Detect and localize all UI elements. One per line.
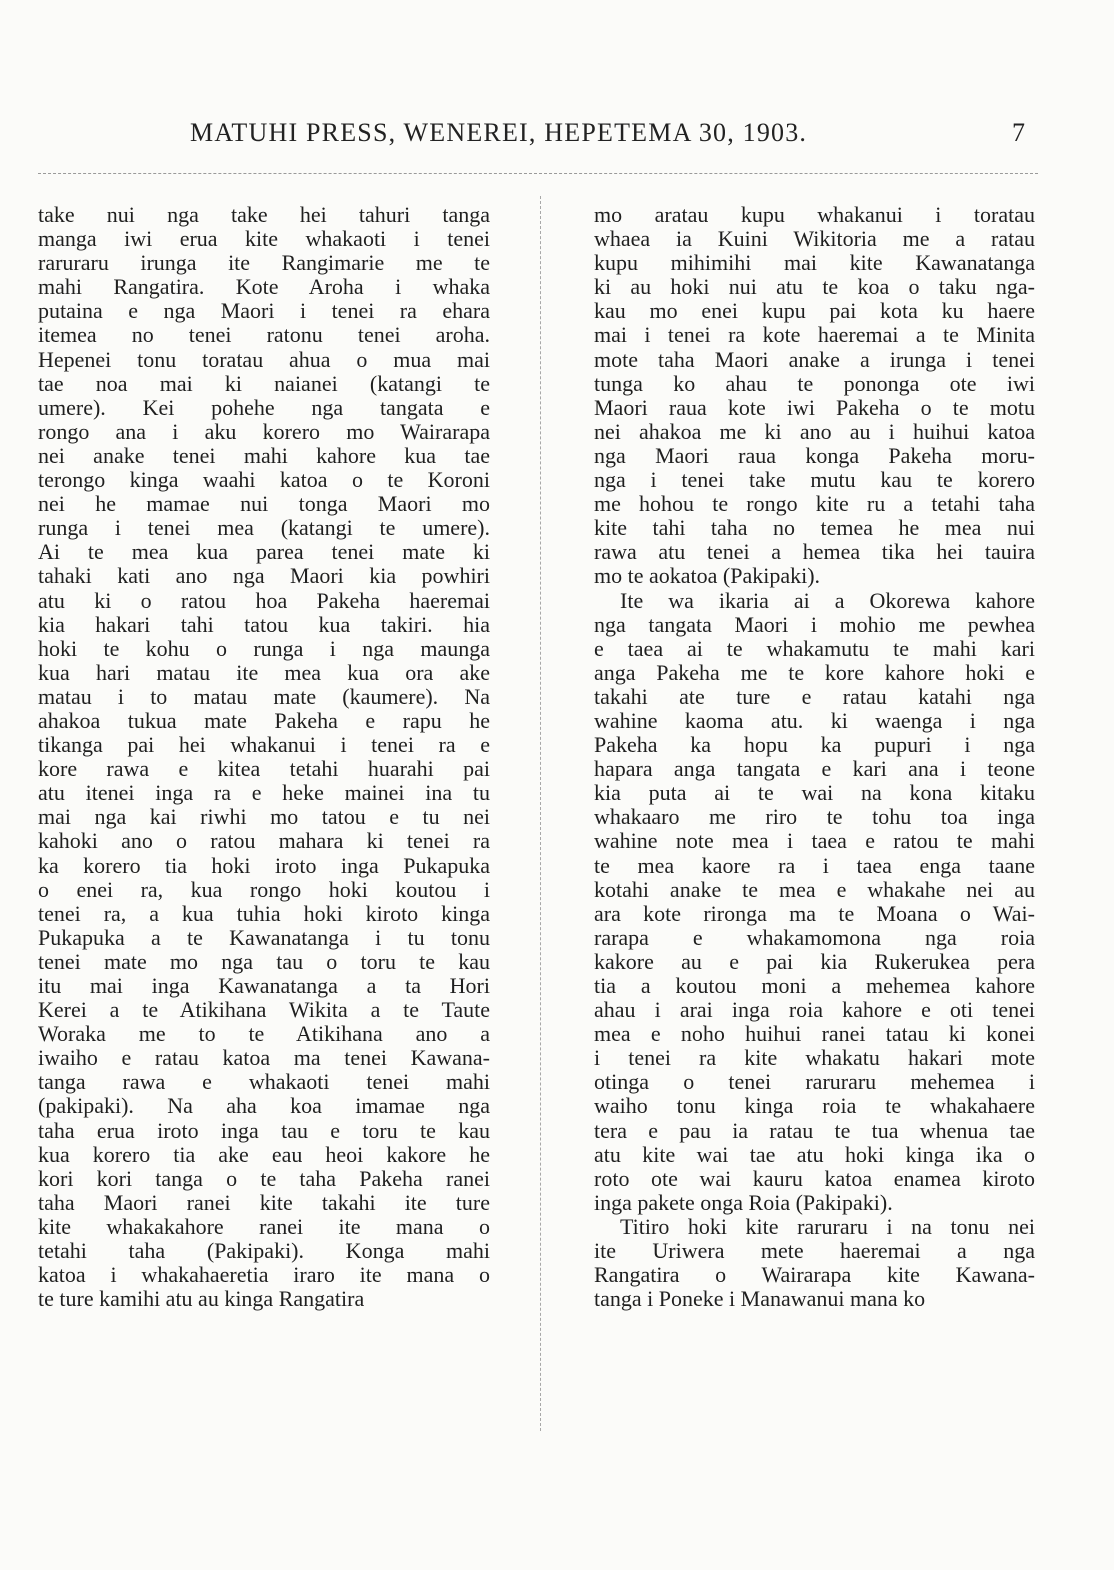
text-line: Rangatira o Wairarapa kite Kawana- [594, 1263, 1035, 1288]
text-line: tera e pau ia ratau te tua whenua tae [594, 1118, 1035, 1143]
text-line: mo aratau kupu whakanui i toratau [594, 203, 1035, 227]
text-line: whakaaro me riro te tohu toa inga [594, 805, 1035, 830]
text-line: nei ahakoa me ki ano au i huihui katoa [594, 419, 1035, 444]
text-line: ahakoa tukua mate Pakeha e rapu he [38, 708, 490, 733]
text-line: itu mai inga Kawanatanga a ta Hori [38, 974, 490, 998]
text-line: kore rawa e kitea tetahi huarahi pai [38, 757, 490, 782]
text-line: e taea ai te whakamutu te mahi kari [594, 636, 1035, 661]
text-line: o enei ra, kua rongo hoki koutou i [38, 877, 490, 902]
text-line: iwaiho e ratau katoa ma tenei Kawana- [38, 1046, 490, 1071]
text-line: raruraru irunga ite Rangimarie me te [38, 251, 490, 276]
newspaper-title: MATUHI PRESS, WENEREI, HEPETEMA 30, 1903. [190, 118, 808, 147]
text-line: (pakipaki). Na aha koa imamae nga [38, 1094, 490, 1119]
text-line: tahaki kati ano nga Maori kia powhiri [38, 564, 490, 589]
text-line: Woraka me to te Atikihana ano a [38, 1022, 490, 1047]
text-line: Kerei a te Atikihana Wikita a te Taute [38, 998, 490, 1023]
text-line: tikanga pai hei whakanui i tenei ra e [38, 733, 490, 758]
text-line: rawa atu tenei a hemea tika hei tauira [594, 540, 1035, 565]
text-line: Titiro hoki kite raruraru i na tonu nei [620, 1214, 1035, 1239]
text-line: ite Uriwera mete haeremai a nga [594, 1239, 1035, 1264]
text-line: itemea no tenei ratonu tenei aroha. [38, 323, 490, 348]
text-line: ara kote rironga ma te Moana o Wai- [594, 901, 1035, 926]
text-line: ki au hoki nui atu te koa o taku nga- [594, 275, 1035, 300]
text-line: nga tangata Maori i mohio me pewhea [594, 612, 1035, 637]
text-line: ahau i arai inga roia kahore e oti tenei [594, 998, 1035, 1023]
text-line: rongo ana i aku korero mo Wairarapa [38, 419, 490, 444]
text-line: atu kite wai tae atu hoki kinga ika o [594, 1142, 1035, 1167]
text-line: putaina e nga Maori i tenei ra ehara [38, 299, 490, 324]
text-line: i tenei ra kite whakatu hakari mote [594, 1046, 1035, 1071]
text-line: Maori raua kote iwi Pakeha o te motu [594, 395, 1035, 420]
text-line: tia a koutou moni a mehemea kahore [594, 974, 1035, 998]
text-line: katoa i whakahaeretia iraro ite mana o [38, 1263, 490, 1288]
text-line: mo te aokatoa (Pakipaki). [594, 564, 821, 589]
text-line: inga pakete onga Roia (Pakipaki). [594, 1190, 893, 1215]
text-line: kau mo enei kupu pai kota ku haere [594, 299, 1035, 324]
text-line: kua hari matau ite mea kua ora ake [38, 660, 490, 685]
text-line: roto ote wai kauru katoa enamea kiroto [594, 1166, 1035, 1191]
text-line: manga iwi erua kite whakaoti i tenei [38, 227, 490, 252]
text-line: taha erua iroto inga tau e toru te kau [38, 1118, 490, 1143]
text-line: kite tahi taha no temea he mea nui [594, 516, 1035, 541]
text-line: tae noa mai ki naianei (katangi te [38, 371, 490, 396]
text-line: hapara anga tangata e kari ana i teone [594, 757, 1035, 782]
text-line: mai nga kai riwhi mo tatou e tu nei [38, 805, 490, 830]
text-line: waiho tonu kinga roia te whakahaere [594, 1094, 1035, 1119]
text-line: hoki te kohu o runga i nga maunga [38, 636, 490, 661]
page-number: 7 [1012, 118, 1025, 147]
text-line: kori kori tanga o te taha Pakeha ranei [38, 1166, 490, 1191]
right-column [594, 203, 1035, 1443]
text-line: nga Maori raua konga Pakeha moru- [594, 443, 1035, 468]
text-line: kakore au e pai kia Rukerukea pera [594, 949, 1035, 974]
text-line: runga i tenei mea (katangi te umere). [38, 516, 490, 541]
text-line: wahine note mea i taea e ratou te mahi [594, 829, 1035, 854]
text-line: takahi ate ture e ratau katahi nga [594, 684, 1035, 709]
text-line: kite whakakahore ranei ite mana o [38, 1214, 490, 1239]
text-line: mai i tenei ra kote haeremai a te Minita [594, 323, 1035, 348]
header-rule [38, 173, 1038, 174]
text-line: taha Maori ranei kite takahi ite ture [38, 1190, 490, 1215]
text-line: atu ki o ratou hoa Pakeha haeremai [38, 588, 490, 613]
column-divider [540, 196, 541, 1431]
text-line: kupu mihimihi mai kite Kawanatanga [594, 251, 1035, 276]
text-line: otinga o tenei raruraru mehemea i [594, 1070, 1035, 1095]
text-line: matau i to matau mate (kaumere). Na [38, 684, 490, 709]
text-line: nei anake tenei mahi kahore kua tae [38, 443, 490, 468]
text-line: tenei ra, a kua tuhia hoki kiroto kinga [38, 901, 490, 926]
text-line: wahine kaoma atu. ki waenga i nga [594, 708, 1035, 733]
text-line: te ture kamihi atu au kinga Rangatira [38, 1287, 365, 1312]
text-line: tetahi taha (Pakipaki). Konga mahi [38, 1239, 490, 1264]
text-line: ka korero tia hoki iroto inga Pukapuka [38, 853, 490, 878]
text-line: Ai te mea kua parea tenei mate ki [38, 540, 490, 565]
text-line: me hohou te rongo kite ru a tetahi taha [594, 492, 1035, 517]
text-line: atu itenei inga ra e heke mainei ina tu [38, 781, 490, 806]
page-header [0, 118, 1114, 158]
text-line: tanga rawa e whakaoti tenei mahi [38, 1070, 490, 1095]
text-line: kia puta ai te wai na kona kitaku [594, 781, 1035, 806]
text-line: take nui nga take hei tahuri tanga [38, 203, 490, 227]
text-line: nga i tenei take mutu kau te korero [594, 468, 1035, 493]
text-line: whaea ia Kuini Wikitoria me a ratau [594, 227, 1035, 252]
text-line: Ite wa ikaria ai a Okorewa kahore [620, 588, 1035, 613]
text-line: nei he mamae nui tonga Maori mo [38, 492, 490, 517]
text-line: kia hakari tahi tatou kua takiri. hia [38, 612, 490, 637]
text-line: te mea kaore ra i taea enga taane [594, 853, 1035, 878]
text-line: umere). Kei pohehe nga tangata e [38, 395, 490, 420]
text-line: tenei mate mo nga tau o toru te kau [38, 949, 490, 974]
left-column [38, 203, 490, 1443]
text-line: Pukapuka a te Kawanatanga i tu tonu [38, 925, 490, 950]
text-line: terongo kinga waahi katoa o te Koroni [38, 468, 490, 493]
text-line: tanga i Poneke i Manawanui mana ko [594, 1287, 926, 1312]
text-line: mahi Rangatira. Kote Aroha i whaka [38, 275, 490, 300]
text-line: Pakeha ka hopu ka pupuri i nga [594, 733, 1035, 758]
text-line: mote taha Maori anake a irunga i tenei [594, 347, 1035, 372]
text-line: mea e noho huihui ranei tatau ki konei [594, 1022, 1035, 1047]
text-line: kahoki ano o ratou mahara ki tenei ra [38, 829, 490, 854]
text-line: tunga ko ahau te pononga ote iwi [594, 371, 1035, 396]
text-line: kotahi anake te mea e whakahe nei au [594, 877, 1035, 902]
text-line: kua korero tia ake eau heoi kakore he [38, 1142, 490, 1167]
text-line: anga Pakeha me te kore kahore hoki e [594, 660, 1035, 685]
text-line: rarapa e whakamomona nga roia [594, 925, 1035, 950]
text-line: Hepenei tonu toratau ahua o mua mai [38, 347, 490, 372]
